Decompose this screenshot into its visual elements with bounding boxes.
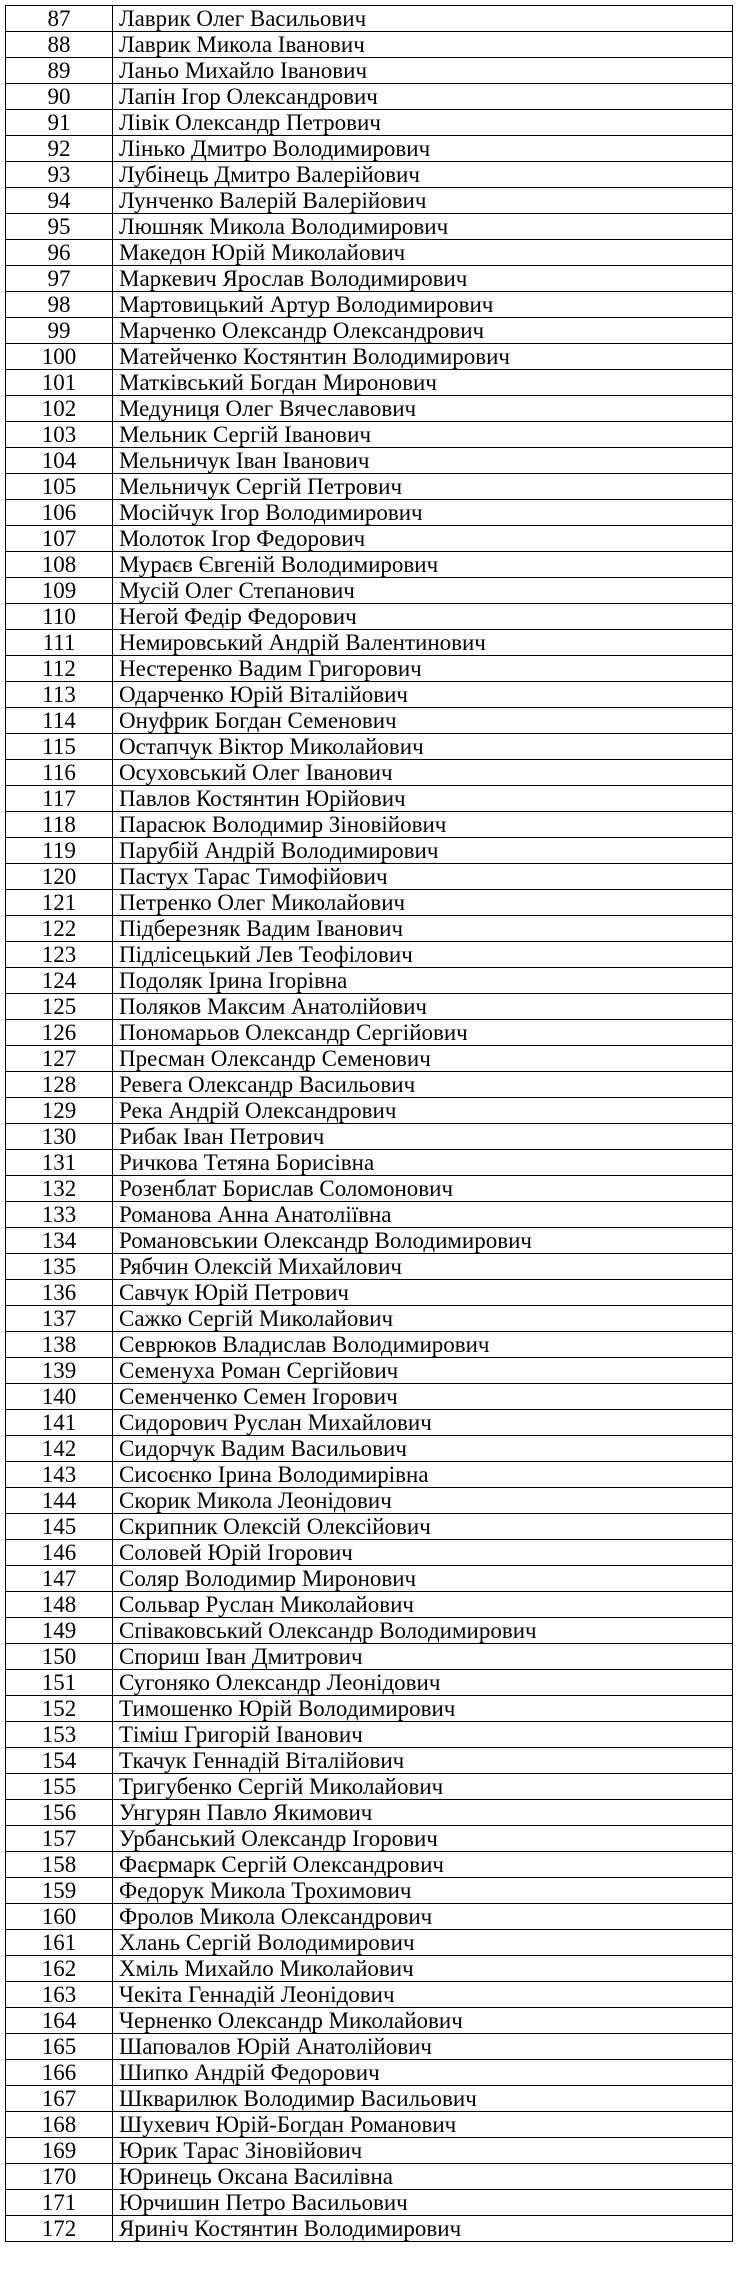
table-row [6,1696,733,1722]
full-name: Сидорчук Вадим Васильович [113,1436,733,1462]
row-number: 113 [6,682,113,708]
row-number: 115 [6,734,113,760]
row-number: 145 [6,1514,113,1540]
row-number: 148 [6,1592,113,1618]
table-row [6,1722,733,1748]
row-number: 134 [6,1228,113,1254]
full-name: Савчук Юрій Петрович [113,1280,733,1306]
full-name: Медуниця Олег Вячеславович [113,396,733,422]
full-name: Ричкова Тетяна Борисівна [113,1150,733,1176]
full-name: Спориш Іван Дмитрович [113,1644,733,1670]
table-row [6,240,733,266]
full-name: Чекіта Геннадій Леонідович [113,1982,733,2008]
table-row [6,734,733,760]
full-name: Люшняк Микола Володимирович [113,214,733,240]
document-page [5,5,733,2242]
row-number: 87 [6,6,113,32]
full-name: Петренко Олег Миколайович [113,890,733,916]
full-name: Шкварилюк Володимир Васильович [113,2086,733,2112]
table-row [6,1514,733,1540]
full-name: Негой Федір Федорович [113,604,733,630]
table-row [6,1436,733,1462]
full-name: Остапчук Віктор Миколайович [113,734,733,760]
full-name: Сугоняко Олександр Леонідович [113,1670,733,1696]
row-number: 170 [6,2164,113,2190]
full-name: Шаповалов Юрій Анатолійович [113,2034,733,2060]
table-row [6,630,733,656]
row-number: 129 [6,1098,113,1124]
table-row [6,552,733,578]
table-row [6,1384,733,1410]
table-row [6,1566,733,1592]
full-name: Урбанський Олександр Ігорович [113,1826,733,1852]
row-number: 127 [6,1046,113,1072]
full-name: Пресман Олександр Семенович [113,1046,733,1072]
row-number: 163 [6,1982,113,2008]
full-name: Мельничук Іван Іванович [113,448,733,474]
table-row [6,1020,733,1046]
table-row [6,1332,733,1358]
table-row [6,2060,733,2086]
full-name: Мартовицький Артур Володимирович [113,292,733,318]
row-number: 99 [6,318,113,344]
full-name: Підберезняк Вадим Іванович [113,916,733,942]
full-name: Ревега Олександр Васильович [113,1072,733,1098]
row-number: 124 [6,968,113,994]
full-name: Скорик Микола Леонідович [113,1488,733,1514]
table-row [6,1800,733,1826]
table-row [6,448,733,474]
table-row [6,136,733,162]
full-name: Сольвар Руслан Миколайович [113,1592,733,1618]
row-number: 122 [6,916,113,942]
row-number: 88 [6,32,113,58]
full-name: Немировський Андрій Валентинович [113,630,733,656]
row-number: 131 [6,1150,113,1176]
table-row [6,32,733,58]
full-name: Осуховський Олег Іванович [113,760,733,786]
full-name: Співаковський Олександр Володимирович [113,1618,733,1644]
table-row [6,1930,733,1956]
table-row [6,656,733,682]
full-name: Пономарьов Олександр Сергійович [113,1020,733,1046]
row-number: 169 [6,2138,113,2164]
full-name: Тіміш Григорій Іванович [113,1722,733,1748]
row-number: 141 [6,1410,113,1436]
table-row [6,2086,733,2112]
table-row [6,578,733,604]
table-row [6,760,733,786]
table-row [6,422,733,448]
full-name: Соляр Володимир Миронович [113,1566,733,1592]
table-row [6,318,733,344]
table-row [6,1540,733,1566]
table-row [6,838,733,864]
table-row [6,604,733,630]
table-row [6,1150,733,1176]
row-number: 146 [6,1540,113,1566]
row-number: 110 [6,604,113,630]
row-number: 162 [6,1956,113,1982]
row-number: 100 [6,344,113,370]
row-number: 152 [6,1696,113,1722]
row-number: 150 [6,1644,113,1670]
table-row [6,2008,733,2034]
table-row [6,1098,733,1124]
full-name: Нестеренко Вадим Григорович [113,656,733,682]
row-number: 144 [6,1488,113,1514]
row-number: 140 [6,1384,113,1410]
full-name: Павлов Костянтин Юрійович [113,786,733,812]
row-number: 156 [6,1800,113,1826]
table-row [6,1358,733,1384]
full-name: Шухевич Юрій-Богдан Романович [113,2112,733,2138]
full-name: Маркевич Ярослав Володимирович [113,266,733,292]
table-row [6,942,733,968]
table-row [6,1748,733,1774]
row-number: 172 [6,2216,113,2242]
full-name: Фаєрмарк Сергій Олександрович [113,1852,733,1878]
table-row [6,2034,733,2060]
table-row [6,1410,733,1436]
row-number: 130 [6,1124,113,1150]
full-name: Подоляк Ірина Ігорівна [113,968,733,994]
table-row [6,110,733,136]
row-number: 109 [6,578,113,604]
table-row [6,84,733,110]
full-name: Ланьо Михайло Іванович [113,58,733,84]
table-row [6,1488,733,1514]
row-number: 90 [6,84,113,110]
full-name: Хлань Сергій Володимирович [113,1930,733,1956]
full-name: Пастух Тарас Тимофійович [113,864,733,890]
row-number: 126 [6,1020,113,1046]
full-name: Севрюков Владислав Володимирович [113,1332,733,1358]
table-row [6,682,733,708]
row-number: 95 [6,214,113,240]
table-row [6,1878,733,1904]
row-number: 98 [6,292,113,318]
full-name: Одарченко Юрій Віталійович [113,682,733,708]
row-number: 139 [6,1358,113,1384]
full-name: Мосійчук Ігор Володимирович [113,500,733,526]
table-row [6,1124,733,1150]
full-name: Романова Анна Анатоліївна [113,1202,733,1228]
row-number: 108 [6,552,113,578]
table-row [6,1228,733,1254]
row-number: 94 [6,188,113,214]
table-row [6,1202,733,1228]
full-name: Підлісецький Лев Теофілович [113,942,733,968]
row-number: 112 [6,656,113,682]
row-number: 153 [6,1722,113,1748]
row-number: 137 [6,1306,113,1332]
full-name: Шипко Андрій Федорович [113,2060,733,2086]
table-row [6,1280,733,1306]
full-name: Ткачук Геннадій Віталійович [113,1748,733,1774]
full-name: Парасюк Володимир Зіновійович [113,812,733,838]
table-row [6,1254,733,1280]
row-number: 165 [6,2034,113,2060]
table-row [6,188,733,214]
full-name: Онуфрик Богдан Семенович [113,708,733,734]
table-row [6,994,733,1020]
row-number: 93 [6,162,113,188]
table-row [6,500,733,526]
row-number: 123 [6,942,113,968]
table-row [6,1046,733,1072]
row-number: 166 [6,2060,113,2086]
full-name: Юринець Оксана Василівна [113,2164,733,2190]
full-name: Мельничук Сергій Петрович [113,474,733,500]
full-name: Лубінець Дмитро Валерійович [113,162,733,188]
row-number: 125 [6,994,113,1020]
full-name: Семенуха Роман Сергійович [113,1358,733,1384]
row-number: 105 [6,474,113,500]
full-name: Романовськии Олександр Володимирович [113,1228,733,1254]
table-row [6,1956,733,1982]
row-number: 103 [6,422,113,448]
full-name: Скрипник Олексій Олексійович [113,1514,733,1540]
row-number: 116 [6,760,113,786]
full-name: Тимошенко Юрій Володимирович [113,1696,733,1722]
full-name: Лапін Ігор Олександрович [113,84,733,110]
row-number: 155 [6,1774,113,1800]
row-number: 118 [6,812,113,838]
row-number: 128 [6,1072,113,1098]
deputies-table [5,5,733,2242]
row-number: 106 [6,500,113,526]
full-name: Федорук Микола Трохимович [113,1878,733,1904]
row-number: 159 [6,1878,113,1904]
table-row [6,2190,733,2216]
full-name: Лаврик Олег Васильович [113,6,733,32]
table-row [6,396,733,422]
full-name: Фролов Микола Олександрович [113,1904,733,1930]
row-number: 101 [6,370,113,396]
table-row [6,1826,733,1852]
table-row [6,526,733,552]
table-row [6,968,733,994]
full-name: Матківський Богдан Миронович [113,370,733,396]
full-name: Марченко Олександр Олександрович [113,318,733,344]
table-row [6,1618,733,1644]
row-number: 132 [6,1176,113,1202]
full-name: Лінько Дмитро Володимирович [113,136,733,162]
row-number: 114 [6,708,113,734]
table-row [6,1072,733,1098]
row-number: 91 [6,110,113,136]
full-name: Яриніч Костянтин Володимирович [113,2216,733,2242]
row-number: 117 [6,786,113,812]
full-name: Лаврик Микола Іванович [113,32,733,58]
row-number: 164 [6,2008,113,2034]
full-name: Сисоєнко Ірина Володимирівна [113,1462,733,1488]
row-number: 133 [6,1202,113,1228]
full-name: Мураєв Євгеній Володимирович [113,552,733,578]
full-name: Рибак Іван Петрович [113,1124,733,1150]
table-row [6,2164,733,2190]
table-row [6,786,733,812]
table-row [6,474,733,500]
full-name: Поляков Максим Анатолійович [113,994,733,1020]
row-number: 97 [6,266,113,292]
row-number: 158 [6,1852,113,1878]
table-row [6,344,733,370]
full-name: Юрик Тарас Зіновійович [113,2138,733,2164]
row-number: 121 [6,890,113,916]
table-row [6,292,733,318]
table-row [6,1176,733,1202]
row-number: 89 [6,58,113,84]
row-number: 135 [6,1254,113,1280]
full-name: Македон Юрій Миколайович [113,240,733,266]
row-number: 120 [6,864,113,890]
full-name: Парубій Андрій Володимирович [113,838,733,864]
row-number: 104 [6,448,113,474]
full-name: Семенченко Семен Ігорович [113,1384,733,1410]
full-name: Унгурян Павло Якимович [113,1800,733,1826]
table-row [6,162,733,188]
full-name: Юрчишин Петро Васильович [113,2190,733,2216]
row-number: 160 [6,1904,113,1930]
table-row [6,2216,733,2242]
table-row [6,1982,733,2008]
full-name: Сажко Сергій Миколайович [113,1306,733,1332]
table-row [6,708,733,734]
row-number: 171 [6,2190,113,2216]
table-row [6,1774,733,1800]
row-number: 167 [6,2086,113,2112]
full-name: Хміль Михайло Миколайович [113,1956,733,1982]
table-row [6,1670,733,1696]
row-number: 102 [6,396,113,422]
table-row [6,6,733,32]
row-number: 111 [6,630,113,656]
full-name: Черненко Олександр Миколайович [113,2008,733,2034]
table-row [6,864,733,890]
table-row [6,1462,733,1488]
table-row [6,1592,733,1618]
full-name: Мельник Сергій Іванович [113,422,733,448]
table-row [6,916,733,942]
table-row [6,266,733,292]
full-name: Мусій Олег Степанович [113,578,733,604]
row-number: 107 [6,526,113,552]
table-row [6,1904,733,1930]
table-row [6,1644,733,1670]
row-number: 142 [6,1436,113,1462]
row-number: 143 [6,1462,113,1488]
row-number: 138 [6,1332,113,1358]
row-number: 157 [6,1826,113,1852]
table-row [6,58,733,84]
row-number: 136 [6,1280,113,1306]
table-row [6,890,733,916]
row-number: 119 [6,838,113,864]
full-name: Лунченко Валерій Валерійович [113,188,733,214]
table-row [6,2138,733,2164]
row-number: 154 [6,1748,113,1774]
table-row [6,1852,733,1878]
table-row [6,370,733,396]
table-row [6,812,733,838]
row-number: 92 [6,136,113,162]
table-row [6,1306,733,1332]
full-name: Соловей Юрій Ігорович [113,1540,733,1566]
full-name: Рябчин Олексій Михайлович [113,1254,733,1280]
row-number: 149 [6,1618,113,1644]
table-row [6,2112,733,2138]
row-number: 147 [6,1566,113,1592]
table-body [6,6,733,2242]
full-name: Сидорович Руслан Михайлович [113,1410,733,1436]
row-number: 96 [6,240,113,266]
full-name: Тригубенко Сергій Миколайович [113,1774,733,1800]
full-name: Розенблат Борислав Соломонович [113,1176,733,1202]
table-row [6,214,733,240]
full-name: Матейченко Костянтин Володимирович [113,344,733,370]
row-number: 151 [6,1670,113,1696]
full-name: Река Андрій Олександрович [113,1098,733,1124]
full-name: Лівік Олександр Петрович [113,110,733,136]
full-name: Молоток Ігор Федорович [113,526,733,552]
row-number: 168 [6,2112,113,2138]
row-number: 161 [6,1930,113,1956]
